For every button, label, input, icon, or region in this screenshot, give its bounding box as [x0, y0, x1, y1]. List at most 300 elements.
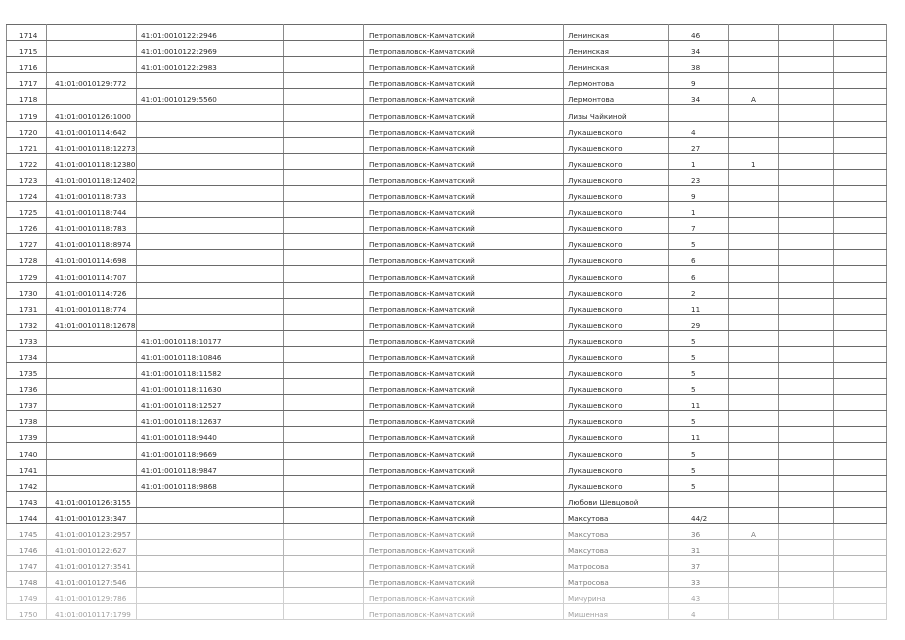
city-cell: Петропавловск-Камчатский: [364, 41, 564, 57]
house-number-cell: 9: [669, 185, 729, 201]
empty-cell: [284, 379, 364, 395]
street-cell: Лукашевского: [564, 169, 669, 185]
cadastral-number-building: [137, 234, 284, 250]
cadastral-number-building: [137, 169, 284, 185]
street-cell: Лукашевского: [564, 459, 669, 475]
empty-cell: [779, 346, 834, 362]
house-number-cell: 1: [669, 202, 729, 218]
house-number-cell: 1: [669, 153, 729, 169]
empty-cell: [834, 105, 887, 121]
letter-cell: [729, 362, 779, 378]
house-number-cell: 34: [669, 41, 729, 57]
cadastral-number-building: [137, 588, 284, 604]
empty-cell: [284, 137, 364, 153]
table-row: [7, 169, 887, 185]
cadastral-number-land: [47, 330, 137, 346]
house-number-cell: 44/2: [669, 507, 729, 523]
letter-cell: [729, 73, 779, 89]
cadastral-number-building: 41:01:0010118:9847: [137, 459, 284, 475]
empty-cell: [779, 41, 834, 57]
empty-cell: [284, 459, 364, 475]
empty-cell: [284, 362, 364, 378]
row-number: 1728: [7, 250, 47, 266]
house-number-cell: 5: [669, 330, 729, 346]
empty-cell: [779, 475, 834, 491]
house-number-cell: 11: [669, 427, 729, 443]
row-number: 1748: [7, 572, 47, 588]
letter-cell: [729, 105, 779, 121]
city-cell: Петропавловск-Камчатский: [364, 572, 564, 588]
letter-cell: [729, 475, 779, 491]
empty-cell: [284, 556, 364, 572]
empty-cell: [834, 556, 887, 572]
cadastral-number-land: 41:01:0010114:707: [47, 266, 137, 282]
empty-cell: [779, 556, 834, 572]
city-cell: Петропавловск-Камчатский: [364, 507, 564, 523]
empty-cell: [779, 234, 834, 250]
street-cell: Лукашевского: [564, 346, 669, 362]
city-cell: Петропавловск-Камчатский: [364, 411, 564, 427]
cadastral-number-land: 41:01:0010118:744: [47, 202, 137, 218]
cadastral-number-land: [47, 443, 137, 459]
city-cell: Петропавловск-Камчатский: [364, 73, 564, 89]
table-row: [7, 346, 887, 362]
street-cell: Лукашевского: [564, 427, 669, 443]
city-cell: Петропавловск-Камчатский: [364, 395, 564, 411]
street-cell: Лукашевского: [564, 250, 669, 266]
house-number-cell: 5: [669, 459, 729, 475]
empty-cell: [284, 202, 364, 218]
letter-cell: [729, 379, 779, 395]
cadastral-number-land: 41:01:0010118:774: [47, 298, 137, 314]
street-cell: Ленинская: [564, 41, 669, 57]
empty-cell: [834, 169, 887, 185]
city-cell: Петропавловск-Камчатский: [364, 540, 564, 556]
table-row: [7, 475, 887, 491]
cadastral-number-land: 41:01:0010129:772: [47, 73, 137, 89]
empty-cell: [834, 588, 887, 604]
address-table: [6, 24, 887, 620]
house-number-cell: 6: [669, 266, 729, 282]
letter-cell: [729, 346, 779, 362]
letter-cell: А: [729, 89, 779, 105]
street-cell: Лукашевского: [564, 234, 669, 250]
row-number: 1714: [7, 25, 47, 41]
cadastral-number-land: 41:01:0010117:1799: [47, 604, 137, 620]
street-cell: Матросова: [564, 556, 669, 572]
empty-cell: [779, 540, 834, 556]
cadastral-number-land: 41:01:0010118:12678: [47, 314, 137, 330]
street-cell: Лукашевского: [564, 411, 669, 427]
letter-cell: [729, 572, 779, 588]
house-number-cell: 6: [669, 250, 729, 266]
cadastral-number-building: [137, 314, 284, 330]
street-cell: Лукашевского: [564, 395, 669, 411]
street-cell: Лукашевского: [564, 121, 669, 137]
cadastral-number-land: [47, 475, 137, 491]
house-number-cell: 43: [669, 588, 729, 604]
table-row: [7, 362, 887, 378]
cadastral-number-building: [137, 266, 284, 282]
city-cell: Петропавловск-Камчатский: [364, 89, 564, 105]
empty-cell: [834, 362, 887, 378]
cadastral-number-building: 41:01:0010118:10177: [137, 330, 284, 346]
empty-cell: [834, 443, 887, 459]
empty-cell: [284, 475, 364, 491]
letter-cell: [729, 443, 779, 459]
row-number: 1716: [7, 57, 47, 73]
house-number-cell: 11: [669, 298, 729, 314]
empty-cell: [284, 41, 364, 57]
cadastral-number-building: 41:01:0010118:11582: [137, 362, 284, 378]
empty-cell: [834, 25, 887, 41]
empty-cell: [284, 330, 364, 346]
table-row: [7, 507, 887, 523]
empty-cell: [834, 507, 887, 523]
cadastral-number-building: [137, 491, 284, 507]
letter-cell: [729, 202, 779, 218]
row-number: 1718: [7, 89, 47, 105]
letter-cell: [729, 540, 779, 556]
street-cell: Лукашевского: [564, 379, 669, 395]
empty-cell: [779, 507, 834, 523]
cadastral-number-building: [137, 185, 284, 201]
table-row: [7, 218, 887, 234]
table-row: [7, 298, 887, 314]
cadastral-number-building: [137, 105, 284, 121]
table-row: [7, 25, 887, 41]
table-row: [7, 588, 887, 604]
house-number-cell: 37: [669, 556, 729, 572]
table-row: [7, 41, 887, 57]
empty-cell: [284, 395, 364, 411]
row-number: 1722: [7, 153, 47, 169]
street-cell: Лукашевского: [564, 362, 669, 378]
cadastral-number-land: 41:01:0010114:642: [47, 121, 137, 137]
empty-cell: [779, 105, 834, 121]
letter-cell: [729, 491, 779, 507]
empty-cell: [779, 588, 834, 604]
city-cell: Петропавловск-Камчатский: [364, 250, 564, 266]
table-row: [7, 604, 887, 620]
house-number-cell: 5: [669, 475, 729, 491]
letter-cell: [729, 234, 779, 250]
row-number: 1747: [7, 556, 47, 572]
table-row: [7, 250, 887, 266]
row-number: 1721: [7, 137, 47, 153]
empty-cell: [779, 491, 834, 507]
cadastral-number-land: 41:01:0010126:3155: [47, 491, 137, 507]
street-cell: Лермонтова: [564, 89, 669, 105]
letter-cell: [729, 41, 779, 57]
table-row: [7, 523, 887, 539]
row-number: 1727: [7, 234, 47, 250]
cadastral-number-land: 41:01:0010118:733: [47, 185, 137, 201]
house-number-cell: 5: [669, 411, 729, 427]
city-cell: Петропавловск-Камчатский: [364, 346, 564, 362]
row-number: 1733: [7, 330, 47, 346]
empty-cell: [284, 121, 364, 137]
street-cell: Лукашевского: [564, 153, 669, 169]
city-cell: Петропавловск-Камчатский: [364, 362, 564, 378]
cadastral-number-building: 41:01:0010118:12637: [137, 411, 284, 427]
empty-cell: [284, 540, 364, 556]
cadastral-number-building: [137, 202, 284, 218]
row-number: 1734: [7, 346, 47, 362]
cadastral-number-building: 41:01:0010122:2983: [137, 57, 284, 73]
empty-cell: [834, 41, 887, 57]
letter-cell: [729, 298, 779, 314]
row-number: 1730: [7, 282, 47, 298]
empty-cell: [779, 427, 834, 443]
empty-cell: [834, 475, 887, 491]
house-number-cell: 5: [669, 346, 729, 362]
row-number: 1719: [7, 105, 47, 121]
empty-cell: [284, 105, 364, 121]
letter-cell: [729, 218, 779, 234]
empty-cell: [834, 298, 887, 314]
empty-cell: [779, 604, 834, 620]
empty-cell: [284, 507, 364, 523]
empty-cell: [779, 250, 834, 266]
city-cell: Петропавловск-Камчатский: [364, 185, 564, 201]
table-row: [7, 185, 887, 201]
empty-cell: [284, 346, 364, 362]
cadastral-number-building: [137, 298, 284, 314]
empty-cell: [779, 298, 834, 314]
house-number-cell: 27: [669, 137, 729, 153]
empty-cell: [834, 250, 887, 266]
house-number-cell: 36: [669, 523, 729, 539]
empty-cell: [284, 185, 364, 201]
cadastral-number-land: 41:01:0010123:2957: [47, 523, 137, 539]
row-number: 1729: [7, 266, 47, 282]
cadastral-number-building: [137, 572, 284, 588]
street-cell: Ленинская: [564, 25, 669, 41]
table-row: [7, 314, 887, 330]
empty-cell: [284, 25, 364, 41]
empty-cell: [284, 443, 364, 459]
empty-cell: [779, 57, 834, 73]
city-cell: Петропавловск-Камчатский: [364, 459, 564, 475]
street-cell: Лукашевского: [564, 314, 669, 330]
street-cell: Лукашевского: [564, 137, 669, 153]
letter-cell: [729, 25, 779, 41]
cadastral-number-land: [47, 25, 137, 41]
empty-cell: [834, 185, 887, 201]
cadastral-number-land: 41:01:0010118:783: [47, 218, 137, 234]
empty-cell: [834, 89, 887, 105]
cadastral-number-building: [137, 556, 284, 572]
empty-cell: [284, 298, 364, 314]
city-cell: Петропавловск-Камчатский: [364, 153, 564, 169]
empty-cell: [779, 282, 834, 298]
cadastral-number-building: 41:01:0010122:2969: [137, 41, 284, 57]
street-cell: Лукашевского: [564, 202, 669, 218]
letter-cell: [729, 427, 779, 443]
city-cell: Петропавловск-Камчатский: [364, 234, 564, 250]
empty-cell: [834, 427, 887, 443]
city-cell: Петропавловск-Камчатский: [364, 218, 564, 234]
letter-cell: [729, 588, 779, 604]
empty-cell: [779, 73, 834, 89]
row-number: 1732: [7, 314, 47, 330]
cadastral-number-land: 41:01:0010122:627: [47, 540, 137, 556]
letter-cell: [729, 604, 779, 620]
cadastral-number-land: [47, 459, 137, 475]
city-cell: Петропавловск-Камчатский: [364, 282, 564, 298]
empty-cell: [284, 491, 364, 507]
empty-cell: [834, 346, 887, 362]
empty-cell: [284, 234, 364, 250]
table-row: [7, 491, 887, 507]
empty-cell: [779, 169, 834, 185]
empty-cell: [834, 572, 887, 588]
city-cell: Петропавловск-Камчатский: [364, 588, 564, 604]
street-cell: Лизы Чайкиной: [564, 105, 669, 121]
city-cell: Петропавловск-Камчатский: [364, 443, 564, 459]
cadastral-number-building: [137, 73, 284, 89]
empty-cell: [779, 362, 834, 378]
empty-cell: [834, 202, 887, 218]
empty-cell: [779, 202, 834, 218]
row-number: 1749: [7, 588, 47, 604]
city-cell: Петропавловск-Камчатский: [364, 379, 564, 395]
empty-cell: [284, 604, 364, 620]
empty-cell: [284, 89, 364, 105]
empty-cell: [834, 604, 887, 620]
row-number: 1736: [7, 379, 47, 395]
cadastral-number-land: 41:01:0010118:12402: [47, 169, 137, 185]
cadastral-number-building: [137, 540, 284, 556]
house-number-cell: 46: [669, 25, 729, 41]
cadastral-number-land: 41:01:0010129:786: [47, 588, 137, 604]
letter-cell: [729, 314, 779, 330]
table-row: [7, 540, 887, 556]
row-number: 1731: [7, 298, 47, 314]
empty-cell: [834, 459, 887, 475]
table-row: [7, 411, 887, 427]
letter-cell: [729, 507, 779, 523]
cadastral-number-land: [47, 395, 137, 411]
letter-cell: [729, 282, 779, 298]
empty-cell: [284, 314, 364, 330]
empty-cell: [834, 411, 887, 427]
street-cell: Лукашевского: [564, 266, 669, 282]
empty-cell: [779, 330, 834, 346]
empty-cell: [284, 73, 364, 89]
house-number-cell: 2: [669, 282, 729, 298]
row-number: 1741: [7, 459, 47, 475]
street-cell: Мичурина: [564, 588, 669, 604]
table-row: [7, 330, 887, 346]
house-number-cell: 5: [669, 362, 729, 378]
empty-cell: [779, 395, 834, 411]
city-cell: Петропавловск-Камчатский: [364, 169, 564, 185]
house-number-cell: 38: [669, 57, 729, 73]
cadastral-number-land: 41:01:0010126:1000: [47, 105, 137, 121]
empty-cell: [834, 330, 887, 346]
street-cell: Лукашевского: [564, 330, 669, 346]
table-row: [7, 379, 887, 395]
street-cell: Максутова: [564, 507, 669, 523]
empty-cell: [284, 588, 364, 604]
cadastral-number-building: 41:01:0010122:2946: [137, 25, 284, 41]
empty-cell: [779, 443, 834, 459]
cadastral-number-building: [137, 218, 284, 234]
letter-cell: [729, 250, 779, 266]
row-number: 1717: [7, 73, 47, 89]
letter-cell: [729, 556, 779, 572]
street-cell: Лукашевского: [564, 443, 669, 459]
table-row: [7, 137, 887, 153]
letter-cell: [729, 459, 779, 475]
table-row: [7, 202, 887, 218]
table-row: [7, 57, 887, 73]
letter-cell: [729, 169, 779, 185]
house-number-cell: 31: [669, 540, 729, 556]
cadastral-number-building: 41:01:0010118:9868: [137, 475, 284, 491]
letter-cell: [729, 121, 779, 137]
empty-cell: [779, 89, 834, 105]
empty-cell: [834, 282, 887, 298]
letter-cell: [729, 411, 779, 427]
empty-cell: [834, 153, 887, 169]
cadastral-number-land: [47, 379, 137, 395]
cadastral-number-building: [137, 523, 284, 539]
empty-cell: [284, 427, 364, 443]
empty-cell: [834, 234, 887, 250]
city-cell: Петропавловск-Камчатский: [364, 137, 564, 153]
street-cell: Лукашевского: [564, 185, 669, 201]
empty-cell: [779, 185, 834, 201]
city-cell: Петропавловск-Камчатский: [364, 427, 564, 443]
street-cell: Ленинская: [564, 57, 669, 73]
house-number-cell: 34: [669, 89, 729, 105]
city-cell: Петропавловск-Камчатский: [364, 475, 564, 491]
row-number: 1742: [7, 475, 47, 491]
house-number-cell: 5: [669, 379, 729, 395]
cadastral-number-land: 41:01:0010127:546: [47, 572, 137, 588]
street-cell: Лермонтова: [564, 73, 669, 89]
empty-cell: [834, 266, 887, 282]
cadastral-number-building: [137, 121, 284, 137]
row-number: 1740: [7, 443, 47, 459]
city-cell: Петропавловск-Камчатский: [364, 105, 564, 121]
table-row: [7, 266, 887, 282]
row-number: 1726: [7, 218, 47, 234]
cadastral-number-building: 41:01:0010118:10846: [137, 346, 284, 362]
empty-cell: [779, 153, 834, 169]
empty-cell: [834, 218, 887, 234]
table-row: [7, 395, 887, 411]
house-number-cell: [669, 491, 729, 507]
city-cell: Петропавловск-Камчатский: [364, 57, 564, 73]
cadastral-number-land: 41:01:0010127:3541: [47, 556, 137, 572]
table-row: [7, 153, 887, 169]
cadastral-number-land: [47, 41, 137, 57]
cadastral-number-land: [47, 346, 137, 362]
street-cell: Мишенная: [564, 604, 669, 620]
empty-cell: [284, 169, 364, 185]
cadastral-number-building: [137, 282, 284, 298]
empty-cell: [834, 491, 887, 507]
cadastral-number-land: 41:01:0010114:726: [47, 282, 137, 298]
city-cell: Петропавловск-Камчатский: [364, 330, 564, 346]
street-cell: Лукашевского: [564, 282, 669, 298]
letter-cell: А: [729, 523, 779, 539]
cadastral-number-building: [137, 250, 284, 266]
